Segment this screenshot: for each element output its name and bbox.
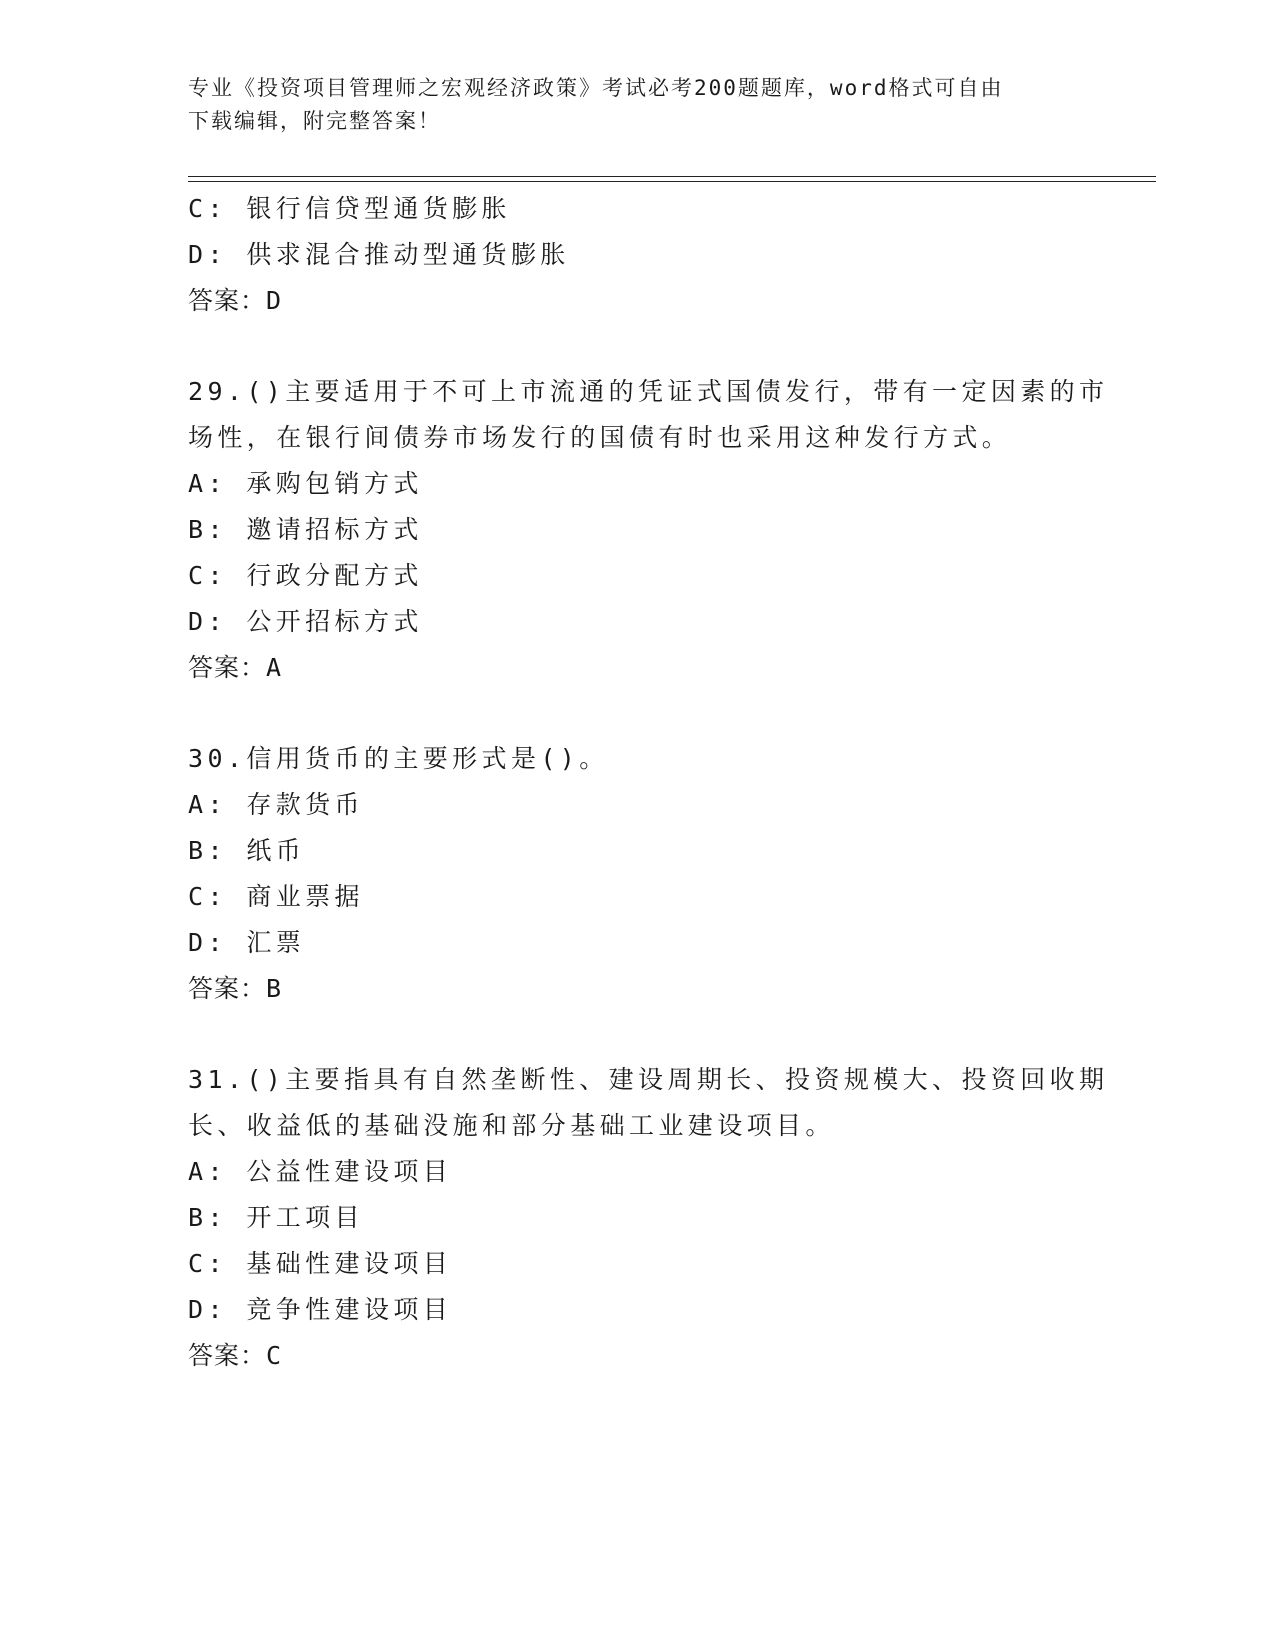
question-list bbox=[188, 186, 1148, 1379]
option-d: D: 公开招标方式 bbox=[188, 607, 423, 636]
question-30 bbox=[188, 736, 1148, 1012]
option-c: C: 基础性建设项目 bbox=[188, 1249, 453, 1278]
question-28-continued bbox=[188, 186, 1148, 324]
option-d: D: 供求混合推动型通货膨胀 bbox=[188, 240, 570, 269]
question-stem-line-1: 29.()主要适用于不可上市流通的凭证式国债发行，带有一定因素的市 bbox=[188, 377, 1109, 406]
answer-line: 答案：B bbox=[188, 974, 283, 1003]
option-d: D: 竞争性建设项目 bbox=[188, 1295, 453, 1324]
document-header bbox=[188, 72, 1088, 138]
header-title-line-2: 下载编辑，附完整答案！ bbox=[188, 109, 441, 133]
header-divider-bottom bbox=[188, 181, 1156, 182]
question-stem-line-2: 长、收益低的基础没施和部分基础工业建设项目。 bbox=[188, 1111, 835, 1140]
spacer bbox=[188, 691, 1148, 736]
option-a: A: 承购包销方式 bbox=[188, 469, 423, 498]
option-b: B: 开工项目 bbox=[188, 1203, 364, 1232]
option-c: C: 商业票据 bbox=[188, 882, 364, 911]
spacer bbox=[188, 1012, 1148, 1057]
answer-line: 答案：D bbox=[188, 286, 283, 315]
option-a: A: 公益性建设项目 bbox=[188, 1157, 453, 1186]
answer-line: 答案：C bbox=[188, 1341, 283, 1370]
option-b: B: 纸币 bbox=[188, 836, 306, 865]
option-a: A: 存款货币 bbox=[188, 790, 364, 819]
question-stem-line-2: 场性，在银行间债券市场发行的国债有时也采用这种发行方式。 bbox=[188, 423, 1012, 452]
question-29 bbox=[188, 369, 1148, 691]
header-title-line-1: 专业《投资项目管理师之宏观经济政策》考试必考200题题库，word格式可自由 bbox=[188, 76, 1004, 100]
option-c: C: 银行信贷型通货膨胀 bbox=[188, 194, 511, 223]
question-31 bbox=[188, 1057, 1148, 1379]
answer-line: 答案：A bbox=[188, 653, 283, 682]
question-stem-line-1: 31.()主要指具有自然垄断性、建设周期长、投资规模大、投资回收期 bbox=[188, 1065, 1109, 1094]
option-d: D: 汇票 bbox=[188, 928, 306, 957]
question-stem-line-1: 30.信用货币的主要形式是()。 bbox=[188, 744, 609, 773]
spacer bbox=[188, 324, 1148, 369]
header-divider-top bbox=[188, 176, 1156, 177]
option-b: B: 邀请招标方式 bbox=[188, 515, 423, 544]
option-c: C: 行政分配方式 bbox=[188, 561, 423, 590]
